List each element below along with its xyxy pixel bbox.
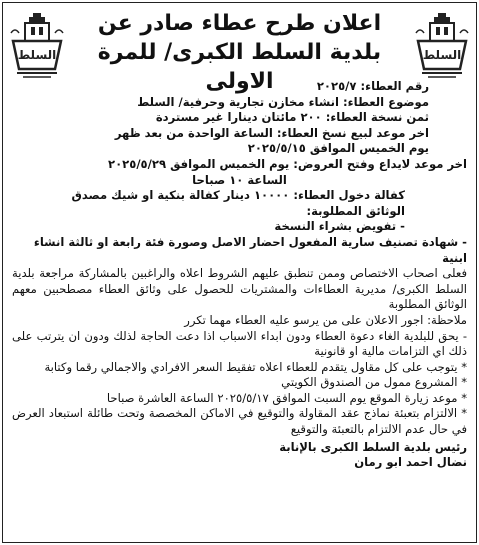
copy-price: ثمن نسخة العطاء: ٢٠٠ مائتان دينارا غير مستردة <box>155 110 429 125</box>
eligibility-paragraph: فعلى اصحاب الاختصاص وممن تنطبق عليهم الشروط اعلاه والراغبين بالمشاركة مراجعة بلدية السلط الكبرى/ مديرية العطاءات والمشتريات للحصول على وثائق العطاء مصطحبين معهم الوثائق المطلوبة <box>12 266 467 312</box>
municipality-logo-right <box>414 11 470 81</box>
submission-time: الساعة ١٠ صباحا <box>192 172 287 187</box>
tender-subject: موضوع العطاء: انشاء مخازن تجارية وحرفية/ السلط <box>137 94 429 109</box>
submission-deadline: اخر موعد لايداع وفتح العروض: يوم الخميس الموافق ٢٠٢٥/٥/٢٩ <box>108 156 467 171</box>
municipality-emblem-icon <box>9 11 65 81</box>
announcement-body <box>12 79 467 471</box>
advertising-note: ملاحظة: اجور الاعلان على من يرسو عليه العطاء مهما تكرر <box>184 312 467 327</box>
sale-deadline: اخر موعد لبيع نسخ العطاء: الساعة الواحدة من بعد ظهر <box>114 125 429 140</box>
title-line-2: بلدية السلط الكبرى/ للمرة الاولى <box>97 40 382 94</box>
signatory-title: رئيس بلدية السلط الكبرى بالإنابة <box>279 439 467 454</box>
site-visit-clause: * موعد زيارة الموقع يوم السبت الموافق ٢٠٢٥/٥/١٧ الساعة العاشرة صباحا <box>106 390 467 405</box>
sale-deadline-date: يوم الخميس الموافق ٢٠٢٥/٥/١٥ <box>247 141 429 156</box>
funding-clause: * المشروع ممول من الصندوق الكويتي <box>281 375 467 390</box>
municipality-emblem-icon <box>414 11 470 81</box>
entry-guarantee: كفالة دخول العطاء: ١٠٠٠٠ دينار كفالة بنكية او شيك مصدق <box>71 188 405 203</box>
svg-text:السلط: السلط <box>422 48 462 62</box>
svg-text:السلط: السلط <box>17 48 57 62</box>
commitment-clause: * الالتزام بتعبئة نماذج عقد المقاولة والتوقيع في الاماكن المخصصة وتحت طائلة استبعاد العرض في حال عدم الالتزام بالتعبئة والتوقيع <box>12 406 467 437</box>
signatory-name: نضال احمد ابو رمان <box>354 455 467 470</box>
cancellation-clause: - يحق للبلدية الغاء دعوة العطاء ودون ابداء الاسباب اذا دعت الحاجة لذلك ودون ان يترتب على ذلك اي التزامات مالية او قانونية <box>12 328 467 359</box>
title-line-1: اعلان طرح عطاء صادر عن <box>97 11 382 36</box>
municipality-logo-left <box>9 11 65 81</box>
document-item-authorization: - تفويض بشراء النسخة <box>274 219 405 234</box>
document-item-classification: - شهادة تصنيف سارية المفعول احضار الاصل وصورة فئة رابعة او ثالثة انشاء ابنية <box>33 234 467 265</box>
tender-announcement <box>2 2 477 543</box>
pricing-clause: * يتوجب على كل مقاول يتقدم للعطاء اعلاه تفقيط السعر الافرادي والاجمالي رقما وكتابة <box>44 359 467 374</box>
required-documents-title: الوثائق المطلوبة: <box>306 203 405 218</box>
tender-number: رقم العطاء: ٢٠٢٥/٧ <box>316 79 429 93</box>
